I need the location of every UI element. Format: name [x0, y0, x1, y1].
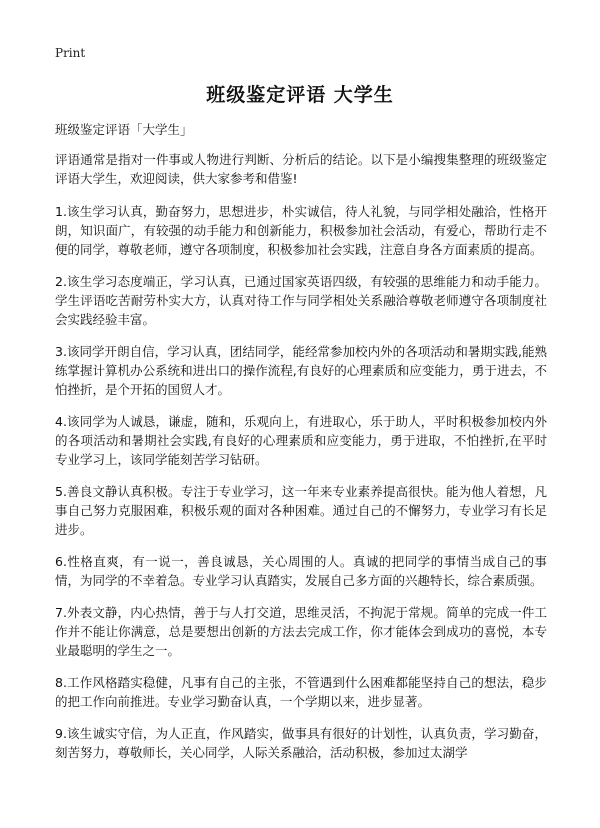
- comment-item-3: 3.该同学开朗自信，学习认真，团结同学，能经常参加校内外的各项活动和暑期实践,能熟练掌握计算机办公系统和进出口的操作流程,有良好的心理素质和应变能力，勇于进去，不怕挫折，是个开拓的国贸人才。: [55, 344, 547, 397]
- comment-item-9: 9.该生诚实守信，为人正直，作风踏实，做事具有很好的计划性，认真负责，学习勤奋，刻苦努力，尊敬师长，关心同学，人际关系融洽，活动积极，参加过太湖学: [55, 726, 547, 760]
- comment-item-7: 7.外表文静，内心热情，善于与人打交道，思维灵活，不拘泥于常规。简单的完成一件工作并不能让你满意，总是要想出创新的方法去完成工作，你才能体会到成功的喜悦，本专业最聪明的学生之一。: [55, 605, 547, 658]
- comment-item-6: 6.性格直爽，有一说一，善良诚恳，关心周围的人。真诚的把同学的事情当成自己的事情，为同学的不幸着急。专业学习认真踏实，发展自己多方面的兴趣特长，综合素质强。: [55, 554, 547, 588]
- document-subtitle: 班级鉴定评语「大学生」: [55, 122, 193, 137]
- comment-item-2: 2.该生学习态度端正，学习认真，已通过国家英语四级，有较强的思维能力和动手能力。学生评语吃苦耐劳朴实大方，认真对待工作与同学相处关系融洽尊敬老师遵守各项制度社会实践经验丰富。: [55, 274, 547, 327]
- comment-item-4: 4.该同学为人诚恳，谦虚，随和，乐观向上，有进取心，乐于助人，平时积极参加校内外的各项活动和暑期社会实践,有良好的心理素质和应变能力，勇于进取，不怕挫折,在平时专业学习上，该同学能刻苦学习钻研。: [55, 414, 547, 467]
- comment-item-1: 1.该生学习认真，勤奋努力，思想进步，朴实诚信，待人礼貌，与同学相处融洽，性格开朗，知识面广，有较强的动手能力和创新能力，积极参加社会活动，有爱心，帮助行走不便的同学，尊敬老师，遵守各项制度，积极参加社会实践，注意自身各方面素质的提高。: [55, 204, 547, 257]
- print-link[interactable]: Print: [55, 46, 86, 60]
- document-body: [55, 150, 547, 775]
- page-title: 班级鉴定评语 大学生: [206, 84, 394, 106]
- comment-item-8: 8.工作风格踏实稳健，凡事有自己的主张，不管遇到什么困难都能坚持自己的想法，稳步的把工作向前推进。专业学习勤奋认真，一个学期以来，进步显著。: [55, 675, 547, 709]
- intro-paragraph: 评语通常是指对一件事或人物进行判断、分析后的结论。以下是小编搜集整理的班级鉴定评语大学生，欢迎阅读，供大家参考和借鉴!: [55, 152, 547, 186]
- comment-item-5: 5.善良文静认真积极。专注于专业学习，这一年来专业素养提高很快。能为他人着想，凡事自己努力克服困难，积极乐观的面对各种困难。通过自己的不懈努力，专业学习有长足进步。: [55, 484, 547, 537]
